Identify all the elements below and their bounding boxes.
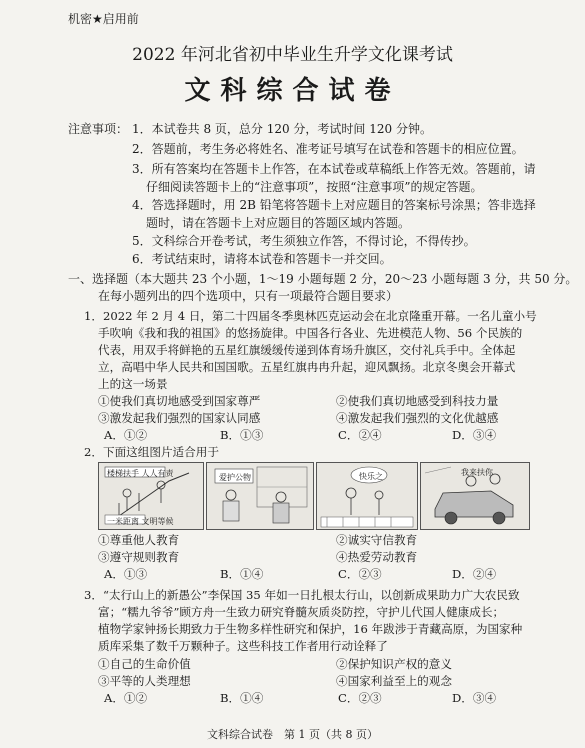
q3-stem-line: 富；“糯九爷爷”顾方舟一生致力研究脊髓灰质炎防控，守护儿代国人健康成长； (98, 605, 505, 619)
q3-stem-line: 质库采集了数千万颗种子。这些科技工作者用行动诠释了 (98, 639, 388, 653)
note-item: 5．文科综合开卷考试，考生须独立作答，不得讨论，不得传抄。 (132, 234, 476, 248)
q2-image-stairs (98, 462, 204, 530)
paper-title: 文科综合试卷 (184, 76, 401, 106)
confidential-label: 机密★启用前 (68, 12, 139, 26)
q1-stem-line: 1．2022 年 2 月 4 日，第二十四届冬季奥林匹克运动会在北京隆重开幕。一名儿童小号 (84, 309, 537, 323)
note-item: 2．答题前，考生务必将姓名、准考证号填写在试卷和答题卡的相应位置。 (132, 142, 524, 156)
q2-caption-5: 我来扶你 (461, 468, 493, 477)
q1-stem-line: 上的这一场景 (98, 377, 168, 391)
q2-image-bus (206, 462, 314, 530)
q2-answer-a: A．①③ (104, 567, 148, 581)
section-heading: 一、选择题（本大题共 23 个小题，1～19 小题每题 2 分，20～23 小题每题 3 分，共 50 分。 (68, 272, 578, 286)
exam-title: 2022 年河北省初中毕业生升学文化课考试 (132, 45, 453, 65)
notes-label: 注意事项： (68, 122, 129, 136)
q1-stem-line: 手吹响《我和我的祖国》的悠扬旋律。中国各行各业、先进模范人物、56 个民族的 (98, 326, 523, 340)
q1-answer-b: B．①③ (220, 428, 264, 442)
q2-caption-4: 快乐之 (359, 472, 383, 481)
q3-answer-b: B．①④ (220, 691, 264, 705)
q1-option-4: ④激发起我们强烈的文化优越感 (336, 411, 499, 425)
q2-option-1: ①尊重他人教育 (98, 533, 180, 547)
q2-answer-d: D．②④ (452, 567, 497, 581)
q3-option-4: ④国家利益至上的观念 (336, 674, 452, 688)
q2-image-street (316, 462, 418, 530)
q1-answer-c: C．②④ (338, 428, 382, 442)
q2-image-car (420, 462, 530, 530)
q1-stem-line: 代表，用双手将鲜艳的五星红旗缓缓传递到体育场升旗区，交付礼兵手中。全体起 (98, 343, 516, 357)
q2-option-2: ②诚实守信教育 (336, 533, 418, 547)
q1-option-2: ②使我们真切地感受到科技力量 (336, 394, 499, 408)
q2-caption-3: 爱护公物 (219, 473, 251, 482)
q3-option-1: ①自己的生命价值 (98, 657, 191, 671)
q1-option-1: ①使我们真切地感受到国家尊严 (98, 394, 261, 408)
page-footer: 文科综合试卷 第 1 页（共 8 页） (207, 728, 378, 741)
q2-answer-b: B．①④ (220, 567, 264, 581)
note-item: 题时，请在答题卡上对应题目的答题区域内答题。 (146, 216, 411, 230)
q2-answer-c: C．②③ (338, 567, 382, 581)
q1-stem-line: 立，高唱中华人民共和国国歌。五星红旗冉冉升起，迎风飘扬。北京冬奥会开幕式 (98, 360, 516, 374)
q2-option-4: ④热爱劳动教育 (336, 550, 418, 564)
q3-answer-a: A．①② (104, 691, 148, 705)
q3-stem-line: 植物学家钟扬长期致力于生物多样性研究和保护，16 年跋涉于青藏高原，为国家种 (98, 622, 523, 636)
q3-answer-c: C．②③ (338, 691, 382, 705)
q2-caption-2: 一米距离 文明等候 (107, 517, 174, 526)
note-item: 6．考试结束时，请将本试卷和答题卡一并交回。 (132, 252, 392, 266)
q2-stem: 2．下面这组图片适合用于 (84, 445, 219, 459)
note-item: 仔细阅读答题卡上的“注意事项”，按照“注意事项”的规定答题。 (146, 180, 483, 194)
q1-option-3: ③激发起我们强烈的国家认同感 (98, 411, 261, 425)
q3-option-2: ②保护知识产权的意义 (336, 657, 452, 671)
q3-stem-line: 3．“太行山上的新愚公”李保国 35 年如一日扎根太行山，以创新成果助力广大农民致 (84, 588, 520, 602)
note-item: 3．所有答案均在答题卡上作答，在本试卷或草稿纸上作答无效。答题前，请 (132, 162, 536, 176)
q1-answer-a: A．①② (104, 428, 148, 442)
q2-option-3: ③遵守规则教育 (98, 550, 180, 564)
note-item: 4．答选择题时，用 2B 铅笔将答题卡上对应题目的答案标号涂黑；答非选择 (132, 198, 536, 212)
q3-option-3: ③平等的人类理想 (98, 674, 191, 688)
section-instructions: 在每小题列出的四个选项中，只有一项最符合题目要求） (98, 289, 399, 303)
q2-caption-1: 楼梯扶手 人人有责 (107, 469, 174, 478)
q3-answer-d: D．③④ (452, 691, 497, 705)
note-item: 1．本试卷共 8 页，总分 120 分，考试时间 120 分钟。 (132, 122, 432, 136)
q1-answer-d: D．③④ (452, 428, 497, 442)
